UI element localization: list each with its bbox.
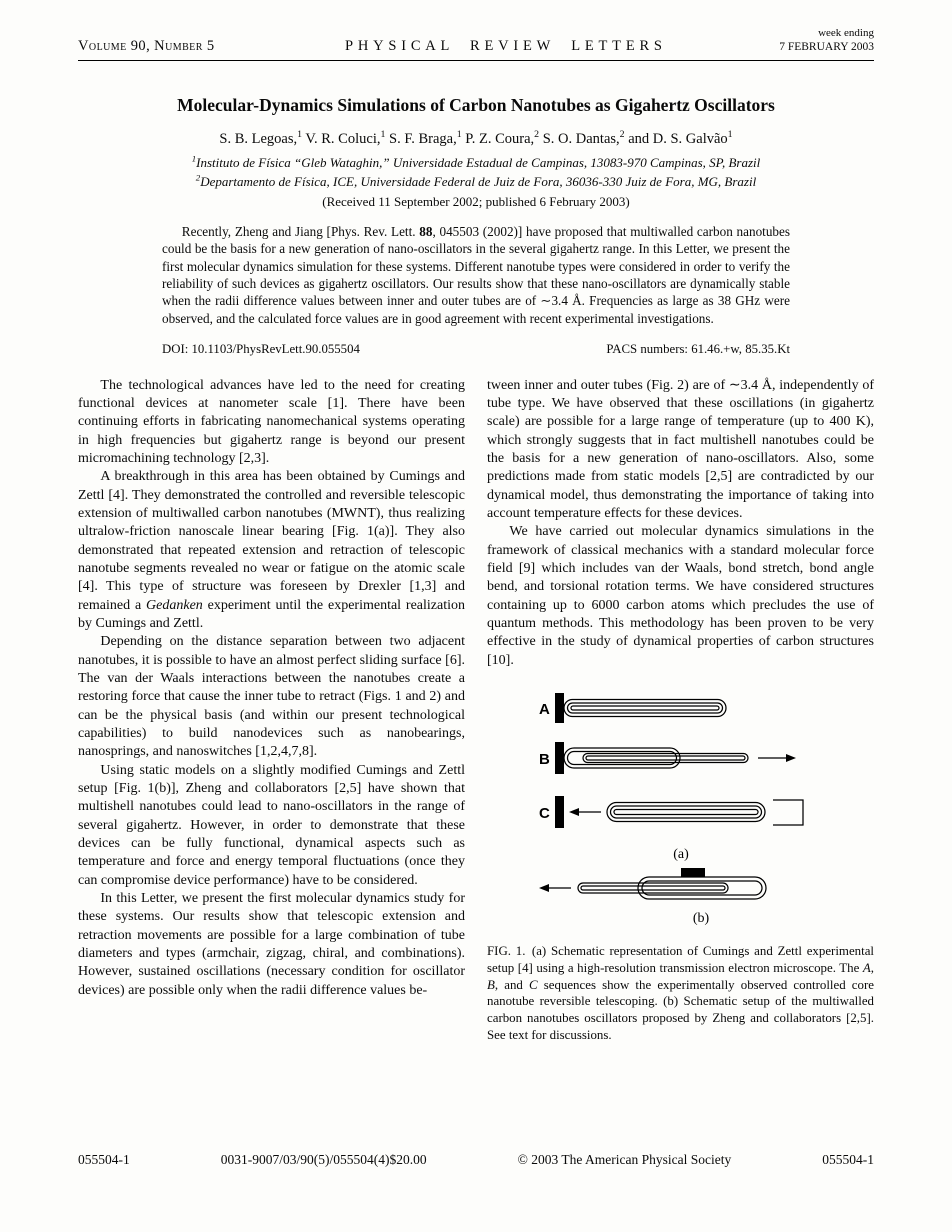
- affiliation-1: [78, 154, 874, 172]
- outer-wall: [638, 877, 766, 899]
- text-segment: 1: [456, 129, 462, 141]
- text-segment: We have carried out molecular dynamics simulations in the framework of classical mechanics with a standard molecular force field [9] which includes van der Waals, bond stretch, bond angle bend, and torsional rotation terms. We have considered structures containing up to 6000 carbon atoms which precludes the use of quantum methods. This methodology has been proven to be very effective in the study of dynamical properties of carbon structures [10].: [487, 524, 874, 668]
- text-segment: A: [862, 960, 871, 975]
- clamp-B: [555, 742, 564, 774]
- text-segment: Gedanken: [146, 597, 203, 613]
- issue-date-block: [779, 26, 874, 55]
- text-segment: Instituto de Física “Gleb Wataghin,” Universidade Estadual de Campinas, 13083-970 Campinas, SP, Brazil: [196, 155, 761, 171]
- two-column-body: [78, 377, 874, 1044]
- label-B: B: [538, 751, 550, 769]
- panel-a-label: (a): [672, 847, 689, 863]
- affiliation-2: [78, 173, 874, 191]
- paragraph: [78, 468, 465, 633]
- inner-wall: [571, 706, 719, 710]
- mid-wall: [610, 806, 761, 818]
- outer-wall: [607, 803, 765, 822]
- text-segment: 2: [619, 129, 625, 141]
- week-ending-label: week ending: [818, 27, 874, 39]
- clamp-C: [555, 796, 564, 828]
- right-column: [487, 377, 874, 1044]
- retraction-arrow-head: [569, 808, 579, 816]
- text-segment: 2: [534, 129, 540, 141]
- text-segment: Depending on the distance separation between two adjacent nanotubes, it is possible to have an almost perfect sliding surface [6]. The van der Waals interactions between the nanotubes create a restoring force that cause the inner tube to retract (Figs. 1 and 2) and can be the physical basis (and within our present technological capabilities) to build nanodevices such as nanobearings, nanosprings, and nanoswitches [1,2,4,7,8].: [78, 634, 465, 760]
- figure-1: [487, 686, 874, 1044]
- paragraph: [78, 762, 465, 890]
- text-segment: Departamento de Física, ICE, Universidade Federal de Juiz de Fora, 36036-330 Juiz de Fora, MG, Brazil: [200, 173, 757, 189]
- page-number-right: 055504-1: [822, 1152, 874, 1167]
- text-segment: tween inner and outer tubes (Fig. 2) are of ∼3.4 Å, independently of tube type. We have observed that these oscillations (in gigahertz scale) are possible for a large range of temperature (up to 400 K), which strongly suggests that in fact multishell nanotubes could be the basis for a new generation of nano-oscillators. Also, some predictions made from static models [2,5] are contradicted by our dynamical model, thus demonstrating the importance of taking into account temperature effects for these devices.: [487, 377, 874, 522]
- paragraph: [78, 377, 465, 469]
- core-tube-wall: [581, 886, 725, 890]
- text-segment: 1: [727, 129, 733, 141]
- mid-wall: [567, 703, 722, 713]
- extension-arrow-head: [786, 754, 796, 762]
- doi-pacs-row: [162, 342, 790, 357]
- text-segment: 1: [191, 153, 197, 164]
- text-segment: ,: [870, 960, 874, 975]
- paragraph: [487, 523, 874, 670]
- tube-sequence-B: [539, 742, 796, 774]
- left-column: [78, 377, 465, 1044]
- text-segment: sequences show the experimentally observed controlled core nanotube reversible telescoping. (b) Schematic setup of the multiwalled carbon nanotubes oscillators proposed by Zheng and collaborators [2,5]. See text for discussions.: [487, 977, 874, 1042]
- text-segment: 88: [419, 224, 433, 240]
- issue-date: 7 FEBRUARY 2003: [779, 41, 874, 54]
- issn-code: 0031-9007/03/90(5)/055504(4)$20.00: [220, 1152, 427, 1167]
- author-list: [78, 131, 874, 148]
- oscillation-arrow-head: [539, 884, 549, 892]
- paragraph: [487, 377, 874, 524]
- label-C: C: [538, 805, 550, 823]
- text-segment: B: [487, 977, 495, 992]
- figure-1-caption: [487, 943, 874, 1044]
- text-segment: 1: [380, 129, 386, 141]
- text-segment: experiment until the experimental realization by Cumings and Zettl.: [78, 597, 466, 632]
- text-segment: A breakthrough in this area has been obtained by Cumings and Zettl [4]. They demonstrated the controlled and reversible telescopic extension of multiwalled carbon nanotubes (MWNT), thus realizing ultralow-friction nanoscale linear bearing [Fig. 1(a)]. They also demonstrated that repeated extension and retraction of telescopic nanotube segments revealed no wear or fatigue on the atomic scale [4]. This type of structure was foreseen by Drexler [1,3] and remained a: [78, 469, 465, 613]
- masthead: [78, 26, 874, 61]
- page-number-left: 055504-1: [78, 1152, 130, 1167]
- text-segment: 1: [297, 129, 303, 141]
- pacs-numbers: PACS numbers: 61.46.+w, 85.35.Kt: [606, 341, 790, 356]
- label-A: A: [538, 701, 550, 719]
- paragraph: [78, 890, 465, 1000]
- text-segment: , and: [494, 977, 529, 992]
- text-segment: Recently, Zheng and Jiang [Phys. Rev. Lett.: [181, 224, 420, 240]
- text-segment: S. O. Dantas,: [539, 131, 620, 148]
- paragraph: [78, 633, 465, 761]
- open-bracket: [773, 800, 803, 825]
- text-segment: FIG. 1. (a) Schematic representation of Cumings and Zettl experimental setup [4] using a high-resolution transmission electron microscope. The: [487, 944, 874, 975]
- text-segment: S. B. Legoas,: [219, 131, 298, 148]
- text-segment: C: [528, 977, 538, 992]
- text-segment: In this Letter, we present the first molecular dynamics study for these systems. Our results show that telescopic extension and retraction movements are possible for a large combination of tube diameters and types (armchair, zigzag, chiral, and combinations). However, sustained oscillations (necessary condition for oscillator devices) are possible only when the radii difference values be-: [78, 891, 465, 998]
- panel-b-label: (b): [692, 911, 709, 927]
- core-tube: [583, 754, 748, 763]
- core-tube-wall: [586, 756, 745, 760]
- clamp-A: [555, 693, 564, 723]
- copyright-notice: © 2003 The American Physical Society: [517, 1152, 732, 1167]
- text-segment: The technological advances have led to the need for creating functional devices at nanometer scale [1]. There have been continuing efforts in fabricating nanomechanical systems operating in high frequencies but gigahertz range is beyond our present micromachining technology [2,3].: [78, 377, 465, 467]
- figure-1-diagram: [531, 686, 831, 930]
- text-segment: V. R. Coluci,: [302, 131, 381, 148]
- page-footer: [78, 1152, 874, 1168]
- tube-sequence-C: [539, 796, 803, 828]
- doi: DOI: 10.1103/PhysRevLett.90.055504: [162, 341, 360, 356]
- text-segment: and D. S. Galvão: [624, 131, 728, 148]
- oscillator-setup: [539, 868, 766, 899]
- text-segment: Using static models on a slightly modified Cumings and Zettl setup [Fig. 1(b)], Zheng and collaborators [2,5] have shown that multishell nanotubes could lead to nano-oscillators in the range of several gigahertz. However, in order to demonstrate that these devices can be fully functional, dynamical aspects such as temperature and force and energy temporal fluctuations (once they can compromise device performance) have to be considered.: [78, 762, 465, 888]
- volume-number: Volume 90, Number 5: [78, 38, 215, 55]
- text-segment: 2: [195, 172, 201, 183]
- anchor-block: [681, 868, 705, 877]
- inner-wall: [614, 810, 758, 815]
- tube-sequence-A: [539, 693, 726, 723]
- core-tube: [578, 883, 728, 893]
- paper-title: Molecular-Dynamics Simulations of Carbon Nanotubes as Gigahertz Oscillators: [177, 95, 775, 116]
- text-segment: , 045503 (2002)] have proposed that multiwalled carbon nanotubes could be the basis for a new generation of nano-oscillators in the several gigahertz range. In this Letter, we present the first molecular dynamics simulation for these systems. Different nanotube types were considered in order to verify the reliability of such devices as gigahertz oscillators. Our results show that these nano-oscillators are dynamically stable when the radii difference values between inner and outer tubes are of ∼3.4 Å. Frequencies as large as 38 GHz were observed, and the calculated force values are in good agreement with recent experimental investigations.: [162, 224, 790, 326]
- received-dates: (Received 11 September 2002; published 6 February 2003): [322, 194, 630, 210]
- abstract: [162, 223, 790, 327]
- outer-wall: [564, 700, 726, 717]
- journal-title: PHYSICAL REVIEW LETTERS: [345, 38, 667, 55]
- text-segment: S. F. Braga,: [385, 131, 457, 148]
- text-segment: P. Z. Coura,: [461, 131, 535, 148]
